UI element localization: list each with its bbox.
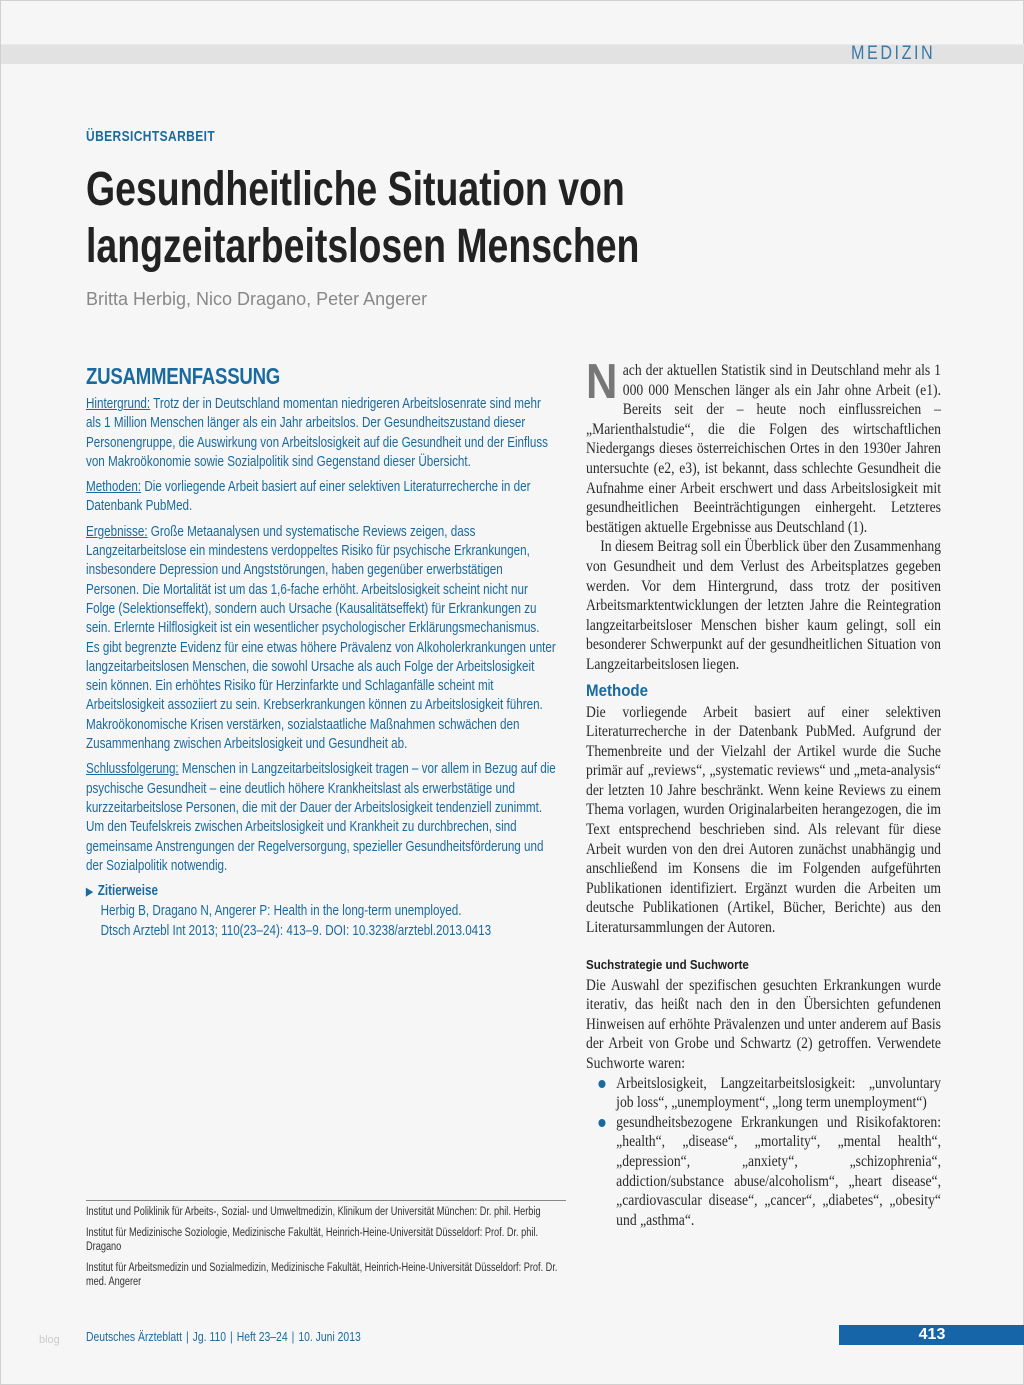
body-column bbox=[586, 355, 941, 1230]
separator: | bbox=[185, 1329, 189, 1344]
triangle-right-icon: ▶ bbox=[86, 886, 93, 899]
citation-line: Dtsch Arztebl Int 2013; 110(23–24): 413–9. DOI: 10.3238/arztebl.2013.0413 bbox=[100, 922, 492, 939]
issue: Heft 23–24 bbox=[236, 1329, 288, 1344]
bullet-icon bbox=[598, 1080, 605, 1088]
title-line-1: Gesundheitliche Situation von bbox=[86, 163, 625, 216]
abstract-text: Die vorliegende Arbeit basiert auf einer selektiven Literaturrecherche in der Datenbank PubMed. bbox=[86, 479, 531, 515]
authors: Britta Herbig, Nico Dragano, Peter Angerer bbox=[86, 289, 428, 309]
abstract-label: Methoden: bbox=[86, 479, 142, 496]
affiliation: Institut und Poliklinik für Arbeits-, Sozial- und Umweltmedizin, Klinikum der Universität München: Dr. phil. Herbig bbox=[86, 1206, 541, 1218]
section-tag: MEDIZIN bbox=[851, 43, 936, 64]
watermark: blog bbox=[39, 1334, 60, 1346]
list-item bbox=[616, 1074, 941, 1113]
footer-citation bbox=[86, 1329, 361, 1344]
abstract-conclusion bbox=[86, 760, 556, 876]
list-item-text: gesundheitsbezogene Erkrankungen und Risikofaktoren: „health“, „disease“, „mortality“, „mental health“, „depression“, „anxiety“, „schizophrenia“, addiction/substance abuse/alcoholism“, „heart disease“, „cardiovascular disease“, „cancer“, „diabetes“, „obesity“ und „asthma“. bbox=[616, 1113, 941, 1229]
separator: | bbox=[291, 1329, 295, 1344]
methode-paragraph: Die vorliegende Arbeit basiert auf einer selektiven Literaturrecherche in der Datenbank PubMed. Aufgrund der Themenbreite und der Vielzahl der Artikel wurde die Suche primär auf „reviews“, „systematic reviews“ und „meta-analysis“ der letzten 10 Jahre beschränkt. Wenn keine Reviews zu einem Thema vorlagen, wurden Originalarbeiten herangezogen, die im Text entsprechend beschrieben sind. Als relevant für diese Arbeit wurden von den drei Autoren zunächst unabhängig und anschließend im Konsens die im Folgenden aufgeführten Publikationen identifiziert. Ergänzt wurden die Arbeiten um deutsche Publikationen (Artikel, Bücher, Berichte) aus den Literatursammlungen der Autoren. bbox=[586, 703, 941, 937]
article-title bbox=[86, 161, 710, 275]
abstract-label: Schlussfolgerung: bbox=[86, 761, 179, 778]
abstract-background bbox=[86, 395, 556, 472]
abstract-results bbox=[86, 523, 556, 755]
search-heading: Suchstrategie und Suchworte bbox=[586, 956, 749, 972]
abstract-text: Große Metaanalysen und systematische Reviews zeigen, dass Langzeitarbeitslose ein mindestens verdoppeltes Risiko für psychische Erkrankungen, insbesondere Depression und Angststörungen, haben gegenüber erwerbstätigen Personen. Die Mortalität ist um das 1,6-fache erhöht. Arbeitslosigkeit scheint nicht nur Folge (Selektionseffekt), sondern auch Ursache (Kausalitätseffekt) für Erkrankungen zu sein. Erlernte Hilflosigkeit ist ein wesentlicher psychologischer Erklärungsmechanismus. Es gibt begrenzte Evidenz für eine etwas höhere Prävalenz von Alkoholerkrankungen unter langzeitarbeitslosen Menschen, die sowohl Ursache als auch Folge der Arbeitslosigkeit sein können. Ein erhöhtes Risiko für Herzinfarkte und Schlaganfälle scheint mit Arbeitslosigkeit assoziiert zu sein. Krebserkrankungen können zu Arbeitslosigkeit führen. Makroökonomische Krisen verstärken, sozialstaatliche Maßnahmen schwächen den Zusammenhang zwischen Arbeitslosigkeit und Gesundheit ab. bbox=[86, 523, 556, 753]
methode-heading: Methode bbox=[586, 680, 649, 700]
drop-cap: N bbox=[586, 355, 618, 409]
search-paragraph: Die Auswahl der spezifischen gesuchten Erkrankungen wurde iterativ, das heißt nach den in den Übersichten gefundenen Hinweisen auf erhöhte Prävalenzen und unter anderem auf Basis der Arbeit von Grobe und Schwartz (2) getroffen. Verwendete Suchworte waren: bbox=[586, 976, 941, 1072]
affiliation: Institut für Arbeitsmedizin und Sozialmedizin, Medizinische Fakultät, Heinrich-Heine-Universität Düsseldorf: Prof. Dr. med. Angerer bbox=[86, 1262, 558, 1288]
list-item bbox=[616, 1113, 941, 1231]
bullet-icon bbox=[598, 1119, 605, 1127]
journal-name: Deutsches Ärzteblatt bbox=[86, 1329, 182, 1344]
date: 10. Juni 2013 bbox=[298, 1329, 361, 1344]
abstract-text: Trotz der in Deutschland momentan niedrigeren Arbeitslosenrate sind mehr als 1 Million Menschen länger als ein Jahr arbeitslos. Der Gesundheitszustand dieser Personengruppe, die Auswirkung von Arbeitslosigkeit auf die Gesundheit und der Einfluss von Makroökonomie sowie Sozialpolitik sind Gegenstand dieser Übersicht. bbox=[86, 396, 549, 470]
citation-heading-label: Zitierweise bbox=[97, 883, 158, 900]
title-line-2: langzeitarbeitslosen Menschen bbox=[86, 220, 640, 273]
intro-paragraph bbox=[586, 355, 941, 537]
search-terms-list bbox=[586, 1074, 941, 1231]
abstract-heading: ZUSAMMENFASSUNG bbox=[86, 363, 281, 389]
affiliation: Institut für Medizinische Soziologie, Medizinische Fakultät, Heinrich-Heine-Universität Düsseldorf: Prof. Dr. phil. Dragano bbox=[86, 1227, 539, 1253]
abstract-methods bbox=[86, 478, 556, 517]
citation-heading bbox=[86, 882, 556, 902]
citation bbox=[86, 902, 556, 941]
abstract bbox=[86, 363, 556, 941]
abstract-label: Hintergrund: bbox=[86, 396, 151, 412]
citation-line: Herbig B, Dragano N, Angerer P: Health in the long-term unemployed. bbox=[100, 903, 462, 920]
abstract-label: Ergebnisse: bbox=[86, 523, 148, 540]
separator: | bbox=[230, 1329, 233, 1344]
article-type: ÜBERSICHTSARBEIT bbox=[86, 128, 216, 145]
footnote-divider bbox=[86, 1200, 566, 1201]
page-number: 413 bbox=[839, 1325, 1024, 1345]
abstract-text: Menschen in Langzeitarbeitslosigkeit tragen – vor allem in Bezug auf die psychische Gesundheit – eine deutlich höhere Krankheitslast als erwerbstätige und kurzzeitarbeitslose Personen, die mit der Dauer der Arbeitslosigkeit tendenziell zunimmt. Um den Teufelskreis zwischen Arbeitslosigkeit und Krankheit zu durchbrechen, sind gemeinsame Anstrengungen der Regelversorgung, spezieller Gesundheitsförderung und der Sozialpolitik notwendig. bbox=[86, 761, 556, 874]
intro-text: ach der aktuellen Statistik sind in Deutschland mehr als 1 000 000 Menschen länger als ein Jahr ohne Arbeit (e1). Bereits seit der – heute noch einflussreichen – „Marienthalstudie“, die die Folgen des wirtschaftlichen Niedergangs dieses österreichischen Ortes in den 1930er Jahren untersuchte (e2, e3), ist bekannt, dass schlechte Gesundheit die Aufnahme einer Arbeit erschwert und dass Arbeitslosigkeit mit gesundheitlichen Beeinträchtigungen einhergeht. Letzteres bestätigen aktuelle Ergebnisse aus Deutschland (1). bbox=[586, 362, 941, 536]
volume: Jg. 110 bbox=[192, 1329, 227, 1344]
intro-paragraph-2: In diesem Beitrag soll ein Überblick über den Zusammenhang von Gesundheit und dem Verlust des Arbeitsplatzes gegeben werden. Vor dem Hintergrund, dass trotz der positiven Arbeitsmarktentwicklungen der letzten Jahre die Reintegration langzeitarbeitsloser Menschen bisher kaum gelingt, soll ein besonderer Schwerpunkt auf der gesundheitlichen Situation von Langzeitarbeitslosen liegen. bbox=[586, 538, 941, 673]
affiliations bbox=[86, 1205, 558, 1296]
list-item-text: Arbeitslosigkeit, Langzeitarbeitslosigkeit: „unvoluntary job loss“, „unemployment“, „long term unemployment“) bbox=[616, 1074, 941, 1112]
